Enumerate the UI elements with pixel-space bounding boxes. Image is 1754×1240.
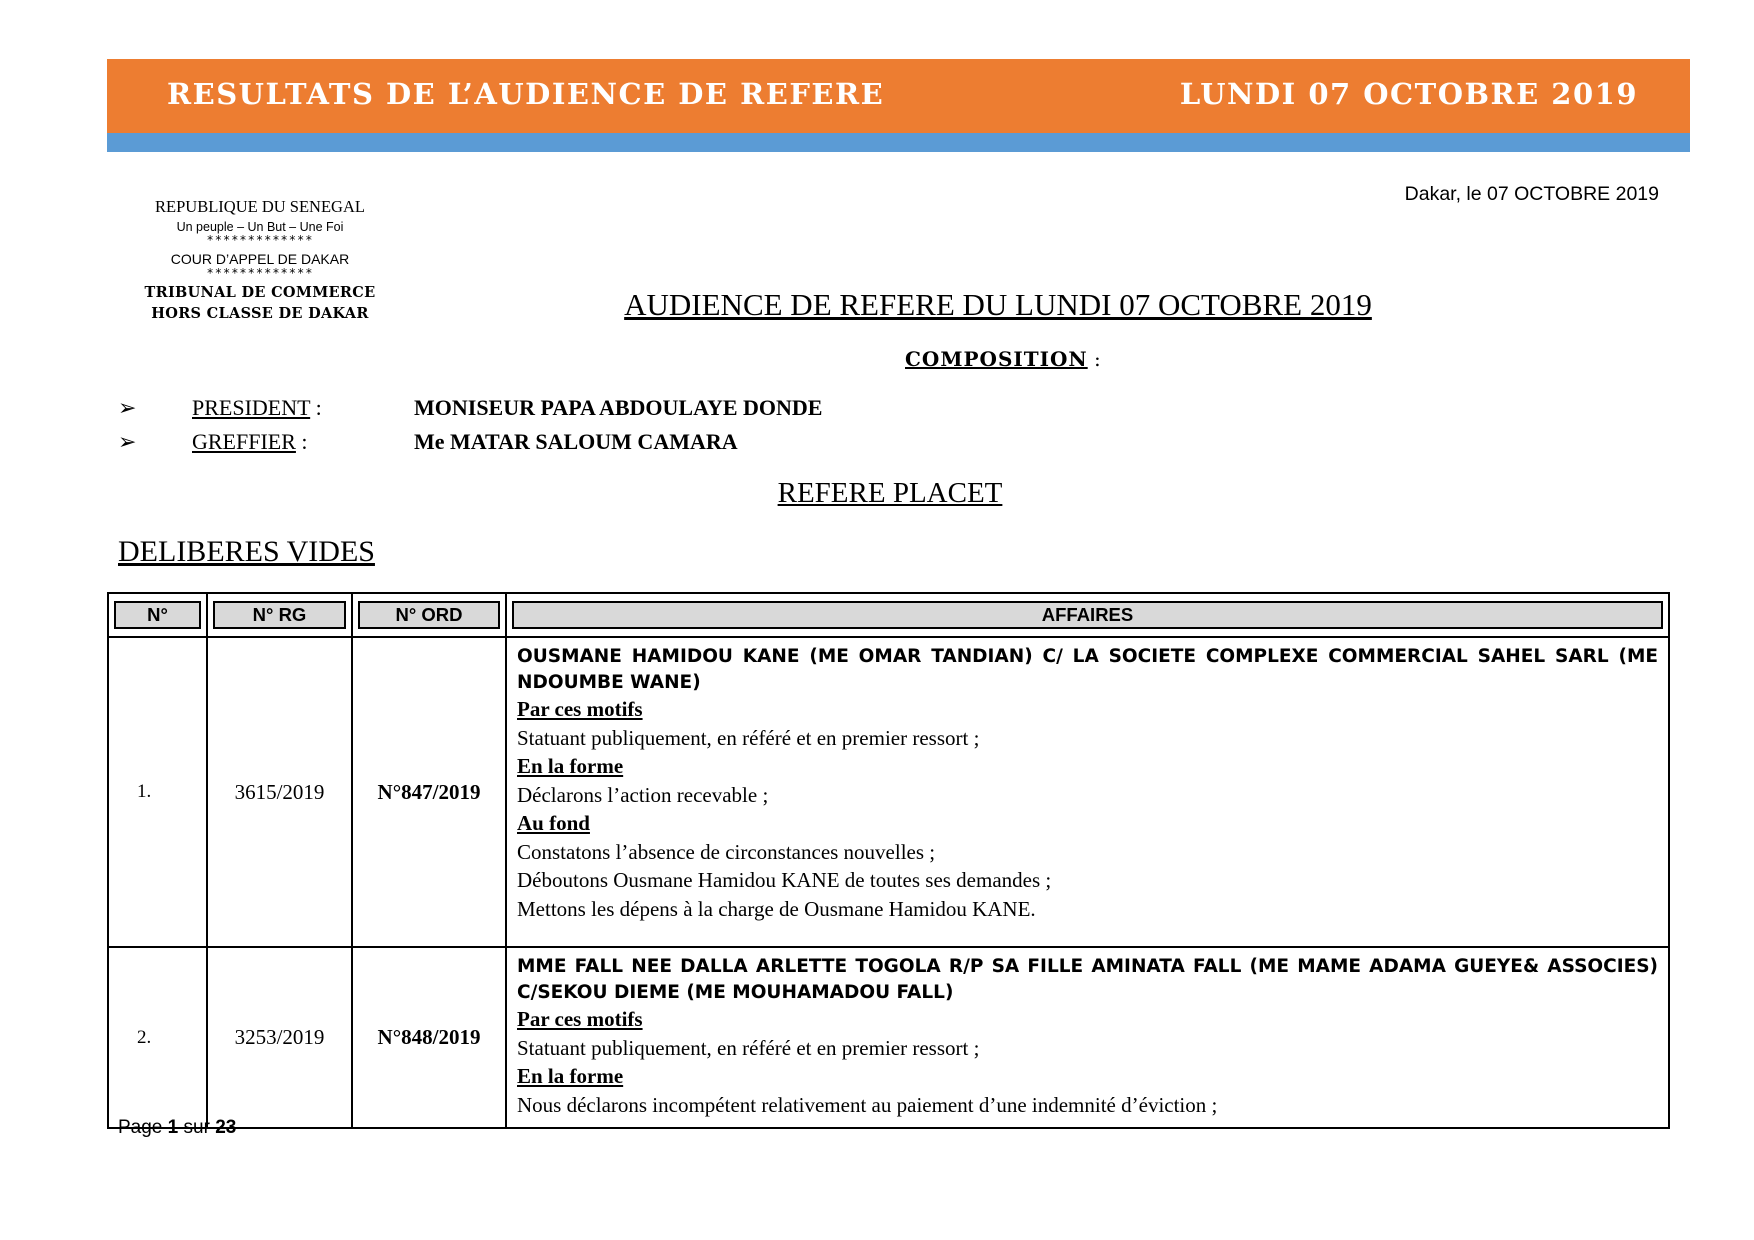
member-role-colon: : [295,429,308,454]
letterhead-motto: Un peuple – Un But – Une Foi [176,219,344,234]
page-counter [118,1117,236,1139]
section-refere-placet: REFERE PLACET [777,477,1003,509]
composition-suffix: : [1087,347,1101,371]
letterhead-court: COUR D’APPEL DE DAKAR [170,251,350,268]
table-row [108,637,1669,947]
page-middle: sur [178,1117,216,1138]
header-label-num: N° [114,601,201,629]
member-role-label: PRESIDENT [192,395,311,420]
banner-title: RESULTATS DE L’AUDIENCE DE REFERE [167,77,885,111]
section-deliberes-vides: DELIBERES VIDES [118,535,375,568]
member-name: Me MATAR SALOUM CAMARA [414,429,738,454]
affaire-parties: OUSMANE HAMIDOU KANE (ME OMAR TANDIAN) C/ LA SOCIETE COMPLEXE COMMERCIAL SAHEL SARL (ME NDOUMBE WANE) [517,646,1658,693]
affaire-heading: Par ces motifs [517,697,643,722]
composition-label: COMPOSITION [905,347,1088,371]
city-date: Dakar, le 07 OCTOBRE 2019 [1404,183,1659,205]
letterhead-tribunal-line2: HORS CLASSE DE DAKAR [151,304,369,322]
arrow-bullet-icon: ➢ [118,395,137,420]
affaire-parties: MME FALL NEE DALLA ARLETTE TOGOLA R/P SA FILLE AMINATA FALL (ME MAME ADAMA GUEYE& ASSOCIES) C/SEKOU DIEME (ME MOUHAMADOU FALL) [517,956,1658,1003]
affaire-line: Nous déclarons incompétent relativement au paiement d’une indemnité d’éviction ; [517,1092,1218,1117]
member-role [192,395,322,421]
row-rg-number: 3253/2019 [207,947,352,1128]
affaire-heading: En la forme [517,754,624,779]
row-affaire [506,947,1669,1128]
row-number: 2. [108,947,207,1128]
banner-underline-band [107,133,1690,152]
page-total: 23 [215,1117,237,1138]
member-role-label: GREFFIER [192,429,296,454]
row-affaire [506,637,1669,947]
header-label-ord: N° ORD [358,601,500,629]
composition-heading [905,347,1125,371]
affaire-line: Déclarons l’action recevable ; [517,782,769,807]
hearing-title: AUDIENCE DE REFERE DU LUNDI 07 OCTOBRE 2019 [624,287,1372,322]
row-ord-number: N°848/2019 [352,947,506,1128]
header-banner [107,59,1690,133]
banner-date: LUNDI 07 OCTOBRE 2019 [1179,77,1638,111]
header-cell-ord [352,593,506,637]
table-body [108,637,1669,1128]
affaire-heading: Au fond [517,811,590,836]
affaire-line: Constatons l’absence de circonstances nouvelles ; [517,839,936,864]
header-cell-num [108,593,207,637]
affaire-line: Statuant publiquement, en référé et en premier ressort ; [517,1035,980,1060]
row-rg-number: 3615/2019 [207,637,352,947]
affaire-heading: En la forme [517,1064,624,1089]
rulings-table [107,592,1670,1129]
letterhead-separator: ************* [206,233,314,248]
affaire-heading: Par ces motifs [517,1007,643,1032]
member-role [192,429,308,455]
letterhead-country: REPUBLIQUE DU SENEGAL [155,197,365,216]
member-name: MONISEUR PAPA ABDOULAYE DONDE [414,395,823,420]
table-row [108,947,1669,1128]
affaire-line: Statuant publiquement, en référé et en premier ressort ; [517,725,980,750]
letterhead [125,198,395,322]
page-current: 1 [167,1117,179,1138]
page-prefix: Page [118,1117,168,1138]
letterhead-tribunal-line1: TRIBUNAL DE COMMERCE [144,284,376,302]
affaire-line: Mettons les dépens à la charge de Ousmane Hamidou KANE. [517,896,1036,921]
affaire-line: Déboutons Ousmane Hamidou KANE de toutes ses demandes ; [517,868,1052,893]
table-header-row [108,593,1669,637]
header-label-affaires: AFFAIRES [512,601,1663,629]
header-cell-affaires [506,593,1669,637]
header-label-rg: N° RG [213,601,346,629]
row-ord-number: N°847/2019 [352,637,506,947]
letterhead-separator-2: ************* [206,266,314,281]
member-role-colon: : [310,395,322,420]
header-cell-rg [207,593,352,637]
row-number: 1. [108,637,207,947]
arrow-bullet-icon: ➢ [118,429,137,454]
